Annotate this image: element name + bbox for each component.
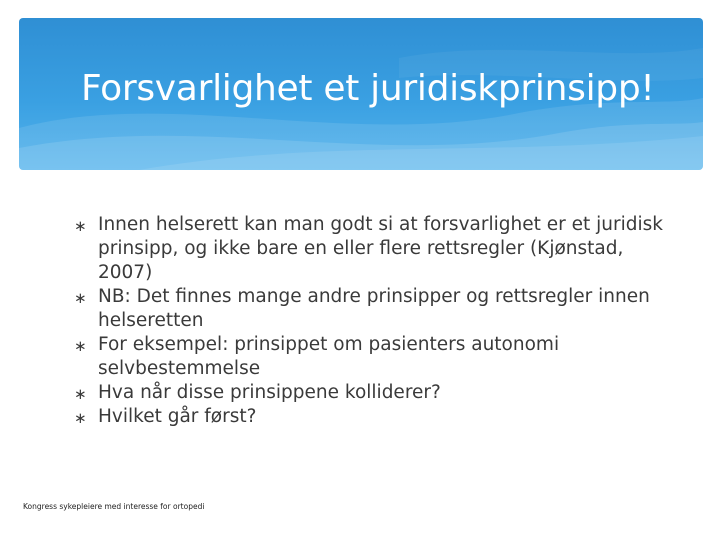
- footer-text: Kongress sykepleiere med interesse for ortopedi: [23, 502, 205, 511]
- bullet-item: [74, 405, 674, 429]
- bullet-item: [74, 333, 674, 381]
- bullet-text: Hvilket går først?: [98, 406, 257, 427]
- asterisk-icon: ∗: [74, 409, 87, 427]
- asterisk-icon: ∗: [74, 289, 87, 307]
- asterisk-icon: ∗: [74, 385, 87, 403]
- asterisk-icon: ∗: [74, 217, 87, 235]
- bullet-text: For eksempel: prinsippet om pasienters autonomi selvbestemmelse: [98, 334, 560, 379]
- bullet-item: [74, 381, 674, 405]
- bullet-text: Innen helserett kan man godt si at forsvarlighet er et juridisk prinsipp, og ikke bare en eller flere rettsregler (Kjønstad, 2007): [98, 214, 663, 283]
- bullet-item: [74, 213, 674, 285]
- slide-title: Forsvarlighet et juridiskprinsipp!: [81, 68, 655, 109]
- bullet-text: Hva når disse prinsippene kolliderer?: [98, 382, 441, 403]
- bullet-text: NB: Det finnes mange andre prinsipper og rettsregler innen helseretten: [98, 286, 650, 331]
- asterisk-icon: ∗: [74, 337, 87, 355]
- bullet-list: [74, 213, 674, 429]
- title-banner: [19, 18, 703, 170]
- bullet-item: [74, 285, 674, 333]
